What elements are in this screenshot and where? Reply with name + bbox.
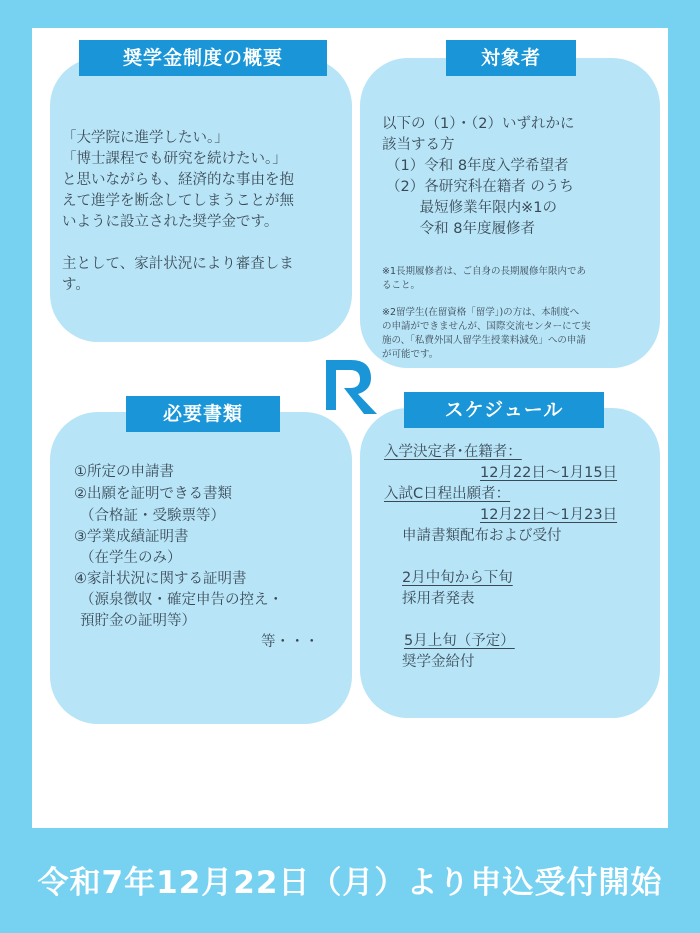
schedule-enrolled-label: 入学決定者･在籍者： xyxy=(384,444,522,460)
overview-line: す。 xyxy=(62,277,90,293)
schedule-announce-date: 2月中旬から下旬 xyxy=(402,570,513,586)
schedule-title: スケジュール xyxy=(404,392,604,428)
documents-line: （合格証・受験票等） xyxy=(80,508,225,524)
overview-title: 奨学金制度の概要 xyxy=(79,40,327,76)
footer-banner: 令和7年12月22日（月）より申込受付開始 xyxy=(37,865,663,901)
target-line: 以下の（1）・（2）いずれかに xyxy=(382,116,575,132)
overview-line: と思いながらも、経済的な事由を抱 xyxy=(62,172,294,188)
target-line: （2）各研究科在籍者 のうち xyxy=(386,179,574,195)
target-title: 対象者 xyxy=(446,40,576,76)
schedule-exam-label: 入試C日程出願者： xyxy=(384,486,511,502)
schedule-announce-text: 採用者発表 xyxy=(402,591,475,607)
target-note2-line: ※2留学生(在留資格「留学」)の方は、本制度へ xyxy=(382,307,580,318)
target-line: 最短修業年限内※1の xyxy=(386,200,557,216)
target-note2-line: が可能です。 xyxy=(382,349,439,360)
schedule-exam-dates: 12月22日～1月23日 xyxy=(480,507,618,523)
schedule-enrolled-dates: 12月22日～1月15日 xyxy=(480,465,618,481)
documents-line: （源泉徴収・確定申告の控え・ xyxy=(80,592,283,608)
overview-line: えて進学を断念してしまうことが無 xyxy=(62,193,294,209)
overview-line: 「博士課程でも研究を続けたい。」 xyxy=(62,151,287,167)
target-note1-line: ※1長期履修者は、ご自身の長期履修年限内であ xyxy=(382,266,587,277)
documents-line: 預貯金の証明等） xyxy=(80,613,196,629)
target-line: 該当する方 xyxy=(382,137,455,153)
target-line: 令和 8年度履修者 xyxy=(386,221,535,237)
documents-line: ④家計状況に関する証明書 xyxy=(74,571,247,587)
schedule-payment-date: 5月上旬（予定） xyxy=(404,633,515,649)
overview-line: 「大学院に進学したい。」 xyxy=(62,130,229,146)
documents-line: ②出願を証明できる書類 xyxy=(74,486,232,502)
documents-line: （在学生のみ） xyxy=(80,550,182,566)
documents-etc: 等・・・ xyxy=(261,634,319,650)
schedule-distribution: 申請書類配布および受付 xyxy=(402,528,562,544)
target-line: （1）令和 8年度入学希望者 xyxy=(386,158,569,174)
target-note1-line: ること。 xyxy=(382,280,421,291)
overview-line: 主として、家計状況により審査しま xyxy=(62,256,294,272)
documents-title: 必要書類 xyxy=(126,396,280,432)
logo-r-icon xyxy=(320,352,380,418)
target-note2-line: の申請ができませんが、国際交流センターにて実 xyxy=(382,321,591,332)
overview-line: いように設立された奨学金です。 xyxy=(62,214,279,230)
documents-line: ①所定の申請書 xyxy=(74,464,174,480)
schedule-payment-text: 奨学金給付 xyxy=(402,654,475,670)
target-note2-line: 施の、「私費外国人留学生授業料減免」への申請 xyxy=(382,335,586,346)
documents-line: ③学業成績証明書 xyxy=(74,529,189,545)
